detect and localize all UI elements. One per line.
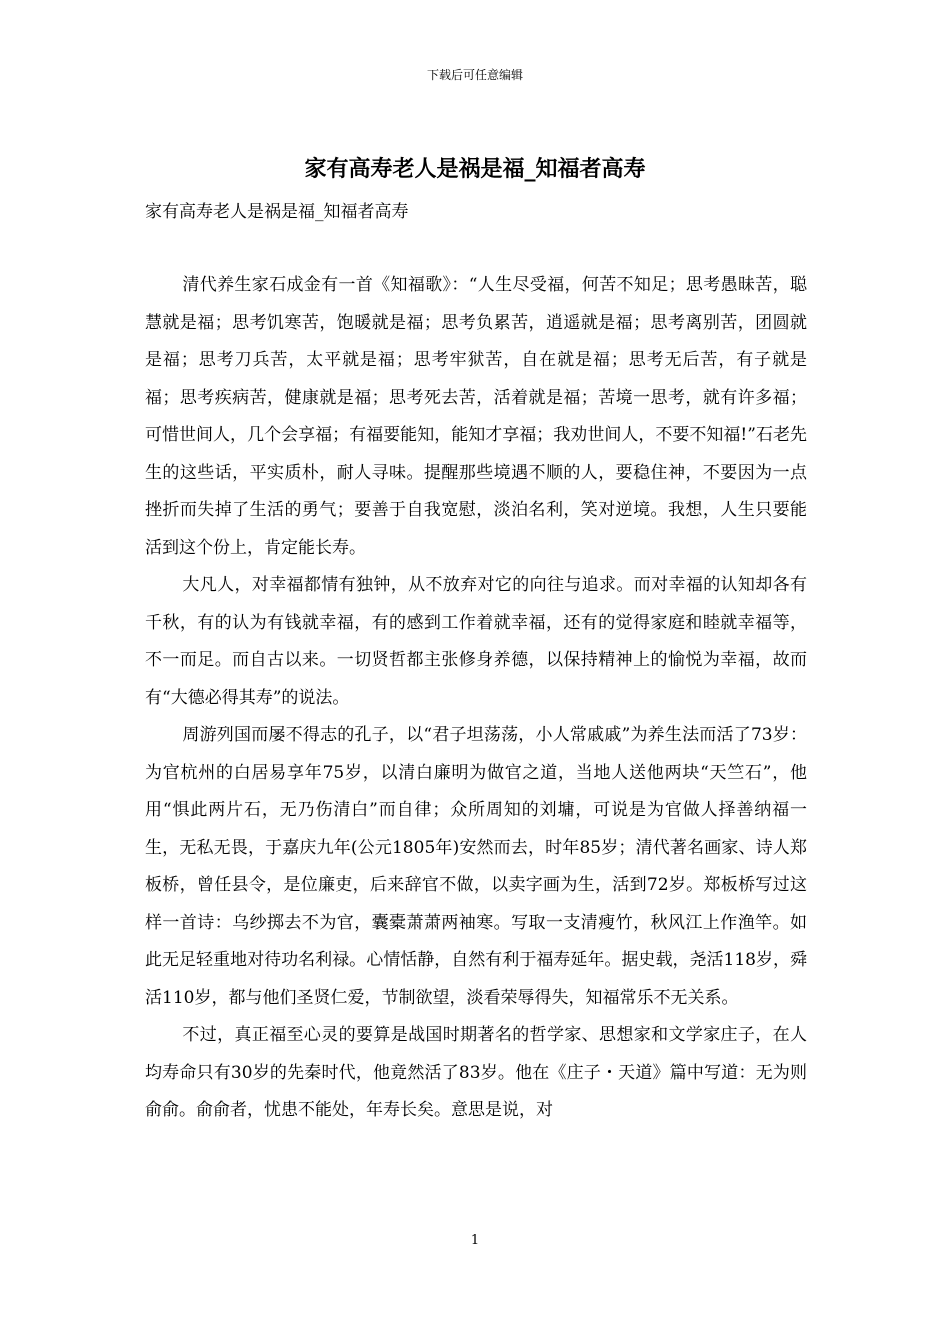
paragraph: 周游列国而屡不得志的孔子，以“君子坦荡荡，小人常戚戚”为养生法而活了73岁：为官杭州的白居易享年75岁，以清白廉明为做官之道，当地人送他两块“天竺石”，他用“惧此两片石，无乃伤清白”而自律；众所周知的刘墉，可说是为官做人择善纳福一生，无私无畏，于嘉庆九年(公元1805年)安然而去，时年85岁；清代著名画家、诗人郑板桥，曾任县令，是位廉吏，后来辞官不做，以卖字画为生，活到72岁。郑板桥写过这样一首诗：乌纱掷去不为官，囊橐萧萧两袖寒。写取一支清瘦竹，秋风江上作渔竿。如此无足轻重地对待功名利禄。心情恬静，自然有利于福寿延年。据史载，尧活118岁，舜活110岁，都与他们圣贤仁爱，节制欲望，淡看荣辱得失，知福常乐不无关系。 [145, 725, 807, 1008]
document-title: 家有高寿老人是祸是福_知福者高寿 [304, 156, 646, 182]
paragraph: 大凡人，对幸福都情有独钟，从不放弃对它的向往与追求。而对幸福的认知却各有千秋，有的认为有钱就幸福，有的感到工作着就幸福，还有的觉得家庭和睦就幸福等，不一而足。而自古以来。一切贤哲都主张修身养德，以保持精神上的愉悦为幸福，故而有“大德必得其寿”的说法。 [145, 575, 807, 708]
document-body [145, 267, 807, 1130]
paragraph: 不过，真正福至心灵的要算是战国时期著名的哲学家、思想家和文学家庄子，在人均寿命只有30岁的先秦时代，他竟然活了83岁。他在《庄子・天道》篇中写道：无为则俞俞。俞俞者，忧患不能处，年寿长矣。意思是说，对 [145, 1025, 807, 1120]
paragraph: 清代养生家石成金有一首《知福歌》：“人生尽受福，何苦不知足；思考愚昧苦，聪慧就是福；思考饥寒苦，饱暖就是福；思考负累苦，逍遥就是福；思考离别苦，团圆就是福；思考刀兵苦，太平就是福；思考牢狱苦，自在就是福；思考无后苦，有子就是福；思考疾病苦，健康就是福；思考死去苦，活着就是福；苦境一思考，就有许多福；可惜世间人，几个会享福；有福要能知，能知才享福；我劝世间人，不要不知福!”石老先生的这些话，平实质朴，耐人寻味。提醒那些境遇不顺的人，要稳住神，不要因为一点挫折而失掉了生活的勇气；要善于自我宽慰，淡泊名利，笑对逆境。我想，人生只要能活到这个份上，肯定能长寿。 [145, 275, 807, 558]
document-subtitle: 家有高寿老人是祸是福_知福者高寿 [145, 202, 409, 222]
page-header: 下载后可任意编辑 [426, 68, 523, 82]
page-number: 1 [470, 1233, 480, 1248]
